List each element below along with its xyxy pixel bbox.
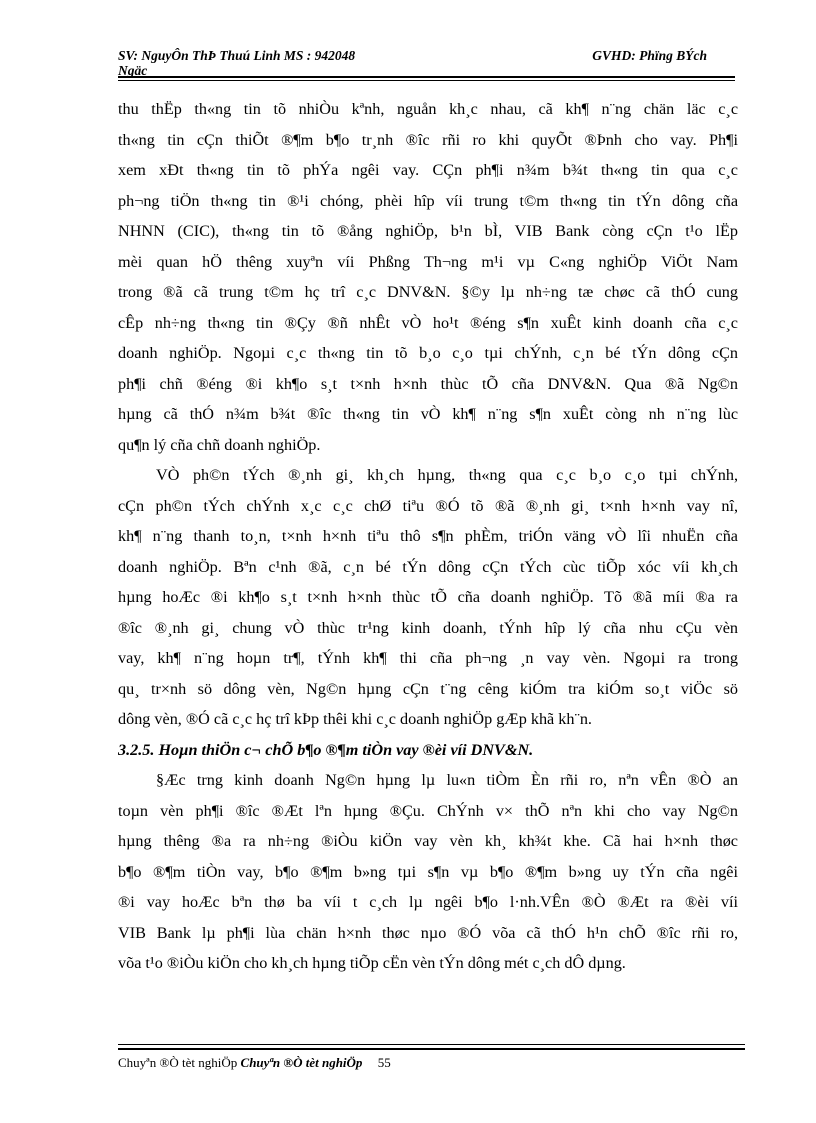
body-line: ®îc ®¸nh gi¸ chung vÒ thùc tr¹ng kinh doanh, tÝnh hîp lý cña nhu cÇu vèn xyxy=(118,618,738,637)
body-line: th«ng tin cÇn thiÕt ®¶m b¶o tr¸nh ®îc rñi ro khi quyÕt ®Þnh cho vay. Ph¶i xyxy=(118,130,738,149)
body-line: ph¶i chñ ®éng ®i kh¶o s¸t t×nh h×nh thùc tÕ cña DNV&N. Qua ®ã Ng©n xyxy=(118,374,738,393)
page-number: 55 xyxy=(377,1055,391,1070)
header-advisor-continued: Ngäc xyxy=(118,63,148,78)
body-line: b¶o ®¶m tiÒn vay, b¶o ®¶m b»ng tµi s¶n vµ b¶o ®¶m b»ng uy tÝn cña ngêi xyxy=(118,862,738,881)
body-line: dông vèn, ®Ó cã c¸c hç trî kÞp thêi khi c¸c doanh nghiÖp gÆp khã kh¨n. xyxy=(118,710,592,728)
body-line: qu¶n lý cña chñ doanh nghiÖp. xyxy=(118,435,321,454)
header-advisor: GVHD: Phïng BÝch xyxy=(592,48,707,63)
body-line: mèi quan hÖ thêng xuyªn víi Phßng Th¬ng m¹i vµ C«ng nghiÖp ViÖt Nam xyxy=(118,252,738,271)
body-line: cÇn ph©n tÝch chÝnh x¸c c¸c chØ tiªu ®Ó tõ ®ã ®¸nh gi¸ t×nh h×nh vay nî, xyxy=(118,496,738,515)
body-line: thu thËp th«ng tin tõ nhiÒu kªnh, nguån kh¸c nhau, cã kh¶ n¨ng chän läc c¸c xyxy=(118,100,738,118)
body-line: NHNN (CIC), th«ng tin tõ ®ång nghiÖp, b¹n bÌ, VIB Bank còng cÇn t¹o lËp xyxy=(118,222,738,240)
body-line: võa t¹o ®iÒu kiÖn cho kh¸ch hµng tiÕp cËn vèn tÝn dông mét c¸ch dÔ dµng. xyxy=(118,954,626,972)
body-line: trong ®ã cã trung t©m hç trî c¸c DNV&N. §©y lµ nh÷ng tæ chøc cã thÓ cung xyxy=(118,283,738,301)
body-line: hµng hoÆc ®i kh¶o s¸t t×nh h×nh thùc tÕ cña doanh nghiÖp. Tõ ®ã míi ®a ra xyxy=(118,588,738,606)
body-line: doanh nghiÖp. Ngoµi c¸c th«ng tin tõ b¸o c¸o tµi chÝnh, c¸n bé tÝn dông cÇn xyxy=(118,344,738,362)
footer-rule-thick xyxy=(118,1048,745,1050)
header-rule-thick xyxy=(118,76,735,78)
page-footer xyxy=(118,1044,745,1084)
body-text xyxy=(118,94,738,979)
footer-label-italic: Chuyªn ®Ò tèt nghiÖp xyxy=(240,1055,363,1070)
body-line: xem xÐt th«ng tin tõ phÝa ngêi vay. CÇn ph¶i n¾m b¾t th«ng tin qua c¸c xyxy=(118,161,738,179)
body-line: ®i vay hoÆc bªn thø ba víi t c¸ch lµ ngêi b¶o l·nh.VÊn ®Ò ®Æt ra ®èi víi xyxy=(118,893,738,911)
body-line: toµn vèn ph¶i ®îc ®Æt lªn hµng ®Çu. ChÝnh v× thÕ nªn khi cho vay Ng©n xyxy=(118,801,738,820)
header-student: SV: NguyÔn ThÞ Thuú Linh MS : 942048 xyxy=(118,48,356,63)
page-header xyxy=(118,48,735,82)
body-line: vay, kh¶ n¨ng hoµn tr¶, tÝnh kh¶ thi cña ph¬ng ¸n vay vèn. Ngoµi ra trong xyxy=(118,649,738,667)
body-line: ph¬ng tiÖn th«ng tin ®¹i chóng, phèi hîp víi trung t©m th«ng tin tÝn dông cña xyxy=(118,191,738,210)
footer-label: Chuyªn ®Ò tèt nghiÖp xyxy=(118,1055,238,1070)
body-line: VÒ ph©n tÝch ®¸nh gi¸ kh¸ch hµng, th«ng qua c¸c b¸o c¸o tµi chÝnh, xyxy=(156,466,738,484)
body-line: cÊp nh÷ng th«ng tin ®Çy ®ñ nhÊt vÒ ho¹t ®éng s¶n xuÊt kinh doanh cña c¸c xyxy=(118,313,738,332)
body-line: VIB Bank lµ ph¶i lùa chän h×nh thøc nµo ®Ó võa cã thÓ h¹n chÕ ®îc rñi ro, xyxy=(118,923,738,942)
body-line: hµng cã thÓ n¾m b¾t ®îc th«ng tin vÒ kh¶ n¨ng s¶n xuÊt còng nh n¨ng lùc xyxy=(118,405,738,423)
body-line: hµng thêng ®a ra nh÷ng ®iÒu kiÖn vay vèn kh¸ kh¾t khe. Cã hai h×nh thøc xyxy=(118,832,738,850)
body-line: §Æc trng kinh doanh Ng©n hµng lµ lu«n tiÒm Èn rñi ro, nªn vÊn ®Ò an xyxy=(156,771,738,789)
section-heading: 3.2.5. Hoµn thiÖn c¬ chÕ b¶o ®¶m tiÒn vay ®èi víi DNV&N. xyxy=(118,740,534,759)
footer-rule-thin xyxy=(118,1044,745,1045)
body-line: qu¸ tr×nh sö dông vèn, Ng©n hµng cÇn t¨ng cêng kiÓm tra kiÓm so¸t viÖc sö xyxy=(118,679,738,698)
body-line: kh¶ n¨ng thanh to¸n, t×nh h×nh tiªu thô s¶n phÈm, triÓn väng vÒ lîi nhuËn cña xyxy=(118,527,738,545)
footer-text xyxy=(118,1054,391,1072)
body-line: doanh nghiÖp. Bªn c¹nh ®ã, c¸n bé tÝn dông cÇn tÝch cùc tiÕp xóc víi kh¸ch xyxy=(118,557,738,576)
header-rule-thin xyxy=(118,80,735,81)
